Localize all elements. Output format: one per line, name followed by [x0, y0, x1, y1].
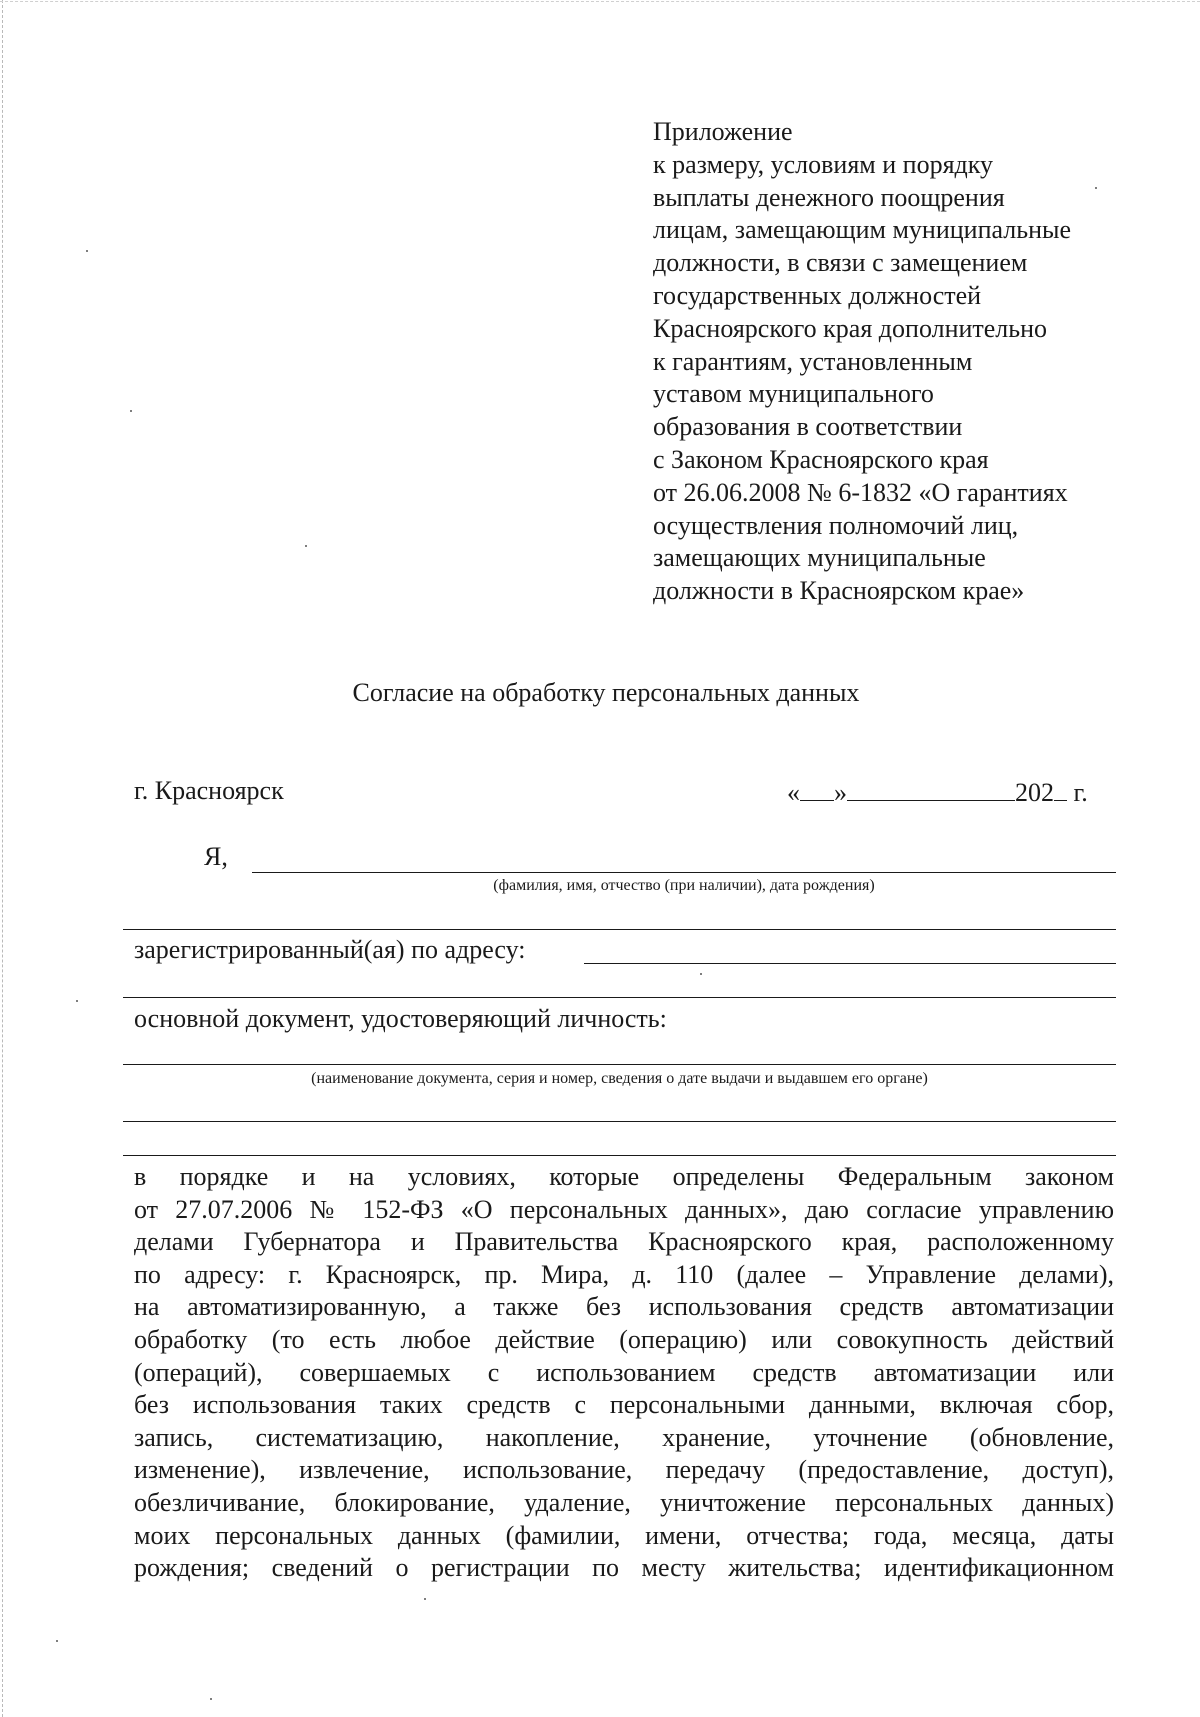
- address-field-line-2[interactable]: [123, 997, 1116, 998]
- body-line: обезличивание, блокирование, удаление, уничтожение персональных данных): [134, 1487, 1114, 1517]
- appendix-line: осуществления полномочий лиц,: [653, 510, 1019, 540]
- city-label: г. Красноярск: [134, 776, 284, 805]
- body-line: по адресу: г. Красноярск, пр. Мира, д. 110 (далее – Управление делами),: [134, 1259, 1114, 1289]
- appendix-line: к размеру, условиям и порядку: [653, 149, 994, 179]
- date-field[interactable]: [787, 776, 1117, 808]
- day-blank[interactable]: [800, 776, 834, 801]
- appendix-line: от 26.06.2008 № 6-1832 «О гарантиях: [653, 477, 1068, 507]
- scan-speck: [76, 1000, 78, 1002]
- body-line: запись, систематизацию, накопление, хранение, уточнение (обновление,: [134, 1422, 1114, 1452]
- document-field-line-3[interactable]: [123, 1155, 1116, 1156]
- month-blank[interactable]: [847, 776, 1015, 801]
- appendix-line: должности, в связи с замещением: [653, 248, 1028, 278]
- document-field-line[interactable]: [123, 1064, 1116, 1065]
- appendix-line: выплаты денежного поощрения: [653, 182, 1005, 212]
- name-field-line-2[interactable]: [123, 929, 1116, 930]
- name-caption: (фамилия, имя, отчество (при наличии), дата рождения): [493, 877, 875, 894]
- body-line: (операций), совершаемых с использованием средств автоматизации или: [134, 1357, 1114, 1387]
- scan-top-edge: [0, 1, 1200, 3]
- document-field-line-2[interactable]: [123, 1121, 1116, 1122]
- scan-left-edge: [2, 0, 4, 1717]
- quote-close: »: [834, 778, 847, 807]
- scan-speck: [210, 1698, 212, 1700]
- year-blank[interactable]: [1054, 776, 1067, 801]
- name-field-line[interactable]: [252, 872, 1116, 873]
- address-field-line[interactable]: [584, 963, 1116, 964]
- appendix-line: Красноярского края дополнительно: [653, 313, 1048, 343]
- body-line: в порядке и на условиях, которые определены Федеральным законом: [134, 1162, 1114, 1191]
- body-line: изменение), извлечение, использование, передачу (предоставление, доступ),: [134, 1455, 1114, 1485]
- appendix-line: к гарантиям, установленным: [653, 346, 973, 376]
- document-title: Согласие на обработку персональных данных: [352, 678, 860, 707]
- appendix-line: государственных должностей: [653, 280, 982, 310]
- scan-speck: [130, 410, 132, 412]
- scan-speck: [424, 1598, 426, 1600]
- body-line: без использования таких средств с персональными данными, включая сбор,: [134, 1390, 1114, 1420]
- appendix-line: должности в Красноярском крае»: [653, 576, 1025, 606]
- quote-open: «: [787, 778, 800, 807]
- year-suffix: г.: [1067, 778, 1088, 807]
- i-label: Я,: [204, 842, 228, 871]
- appendix-line: уставом муниципального: [653, 379, 934, 409]
- scan-speck: [305, 545, 307, 547]
- body-line: рождения; сведений о регистрации по месту жительства; идентификационном: [134, 1553, 1114, 1583]
- scan-speck: [86, 250, 88, 252]
- body-line: обработку (то есть любое действие (операцию) или совокупность действий: [134, 1324, 1114, 1354]
- appendix-line: лицам, замещающим муниципальные: [653, 215, 1072, 245]
- body-line: моих персональных данных (фамилии, имени, отчества; года, месяца, даты: [134, 1520, 1114, 1550]
- appendix-line: Приложение: [653, 117, 793, 146]
- document-caption: (наименование документа, серия и номер, сведения о дате выдачи и выдавшем его органе): [311, 1070, 928, 1087]
- appendix-line: замещающих муниципальные: [653, 543, 986, 573]
- appendix-block: [653, 116, 1173, 608]
- address-label: зарегистрированный(ая) по адресу:: [134, 935, 526, 964]
- scan-speck: [700, 973, 702, 975]
- scan-speck: [56, 1640, 58, 1642]
- body-line: на автоматизированную, а также без использования средств автоматизации: [134, 1292, 1114, 1322]
- year-prefix: 202: [1015, 778, 1054, 807]
- consent-body-text: [134, 1161, 1114, 1585]
- body-line: от 27.07.2006 № 152-ФЗ «О персональных данных», даю согласие управлению: [134, 1194, 1114, 1224]
- document-label: основной документ, удостоверяющий личность:: [134, 1004, 667, 1033]
- appendix-line: с Законом Красноярского края: [653, 444, 989, 474]
- body-line: делами Губернатора и Правительства Красноярского края, расположенному: [134, 1227, 1114, 1257]
- appendix-line: образования в соответствии: [653, 412, 963, 442]
